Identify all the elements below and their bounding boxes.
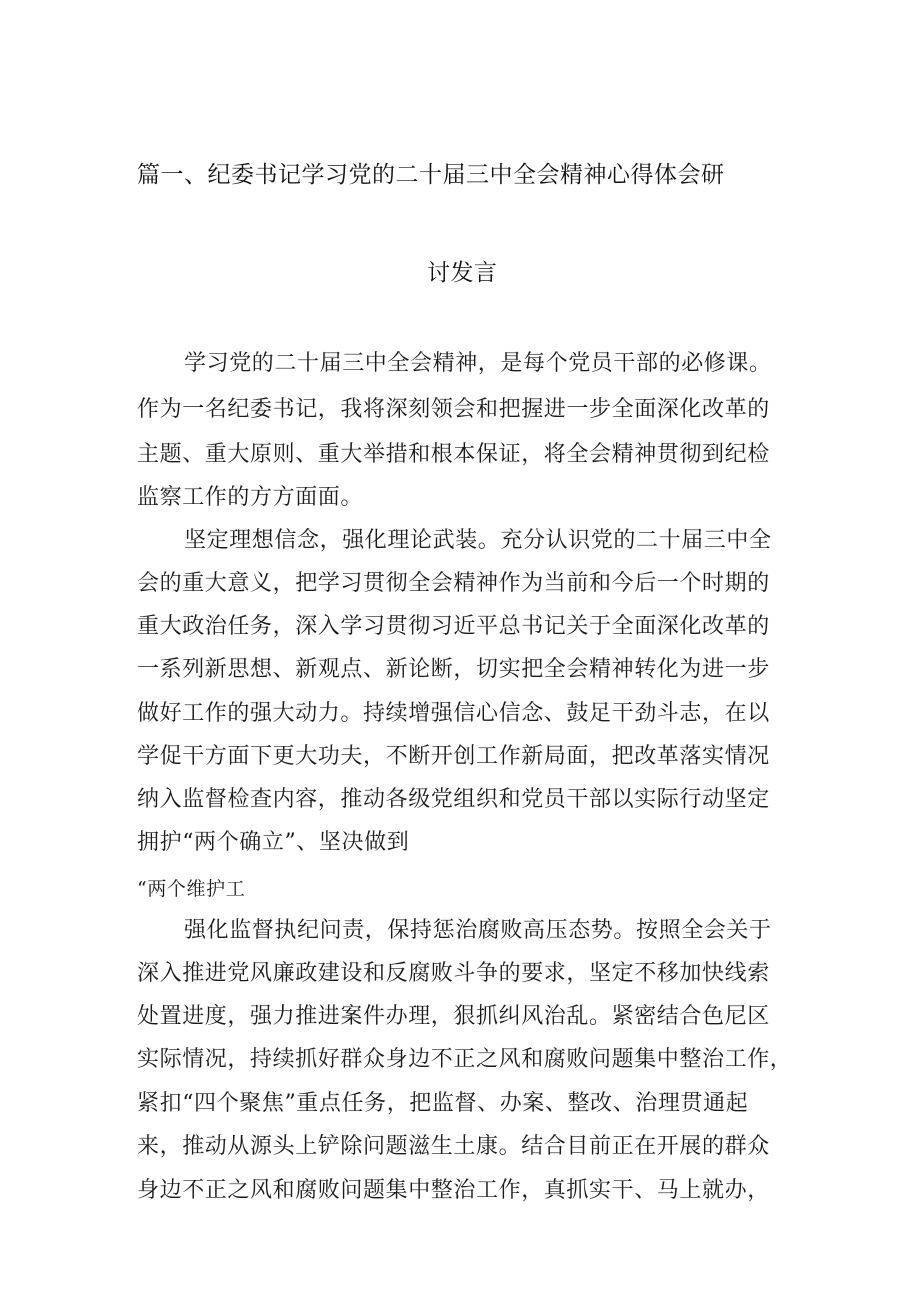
paragraph-3-line-3: 处置进度，强力推进案件办理，狠抓纠风治乱。紧密结合色尼区 bbox=[137, 1004, 770, 1029]
paragraph-2-line-7: 纳入监督检查内容，推动各级党组织和党员干部以实际行动坚定 bbox=[137, 787, 770, 812]
paragraph-2-line-3: 重大政治任务，深入学习贯彻习近平总书记关于全面深化改革的 bbox=[137, 614, 770, 639]
paragraph-2-line-5: 做好工作的强大动力。持续增强信心信念、鼓足干劲斗志，在以 bbox=[137, 701, 770, 726]
paragraph-2-line-6: 学促干方面下更大功夫，不断开创工作新局面，把改革落实情况 bbox=[137, 744, 770, 769]
paragraph-1-line-3: 主题、重大原则、重大举措和根本保证，将全会精神贯彻到纪检 bbox=[137, 442, 770, 467]
paragraph-2-line-9: “两个维护工 bbox=[137, 878, 246, 900]
paragraph-1-line-1: 学习党的二十届三中全会精神，是每个党员干部的必修课。 bbox=[184, 351, 772, 376]
paragraph-3-line-2: 深入推进党风廉政建设和反腐败斗争的要求，坚定不移加快线索 bbox=[137, 961, 770, 986]
document-title-line-1: 篇一、纪委书记学习党的二十届三中全会精神心得体会研 bbox=[137, 162, 725, 188]
paragraph-3-line-5: 紧扣“四个聚焦”重点任务，把监督、办案、整改、治理贯通起 bbox=[137, 1091, 749, 1116]
paragraph-2-line-8: 拥护“两个确立”、坚决做到 bbox=[137, 830, 410, 855]
paragraph-2-line-4: 一系列新思想、新观点、新论断，切实把全会精神转化为进一步 bbox=[137, 657, 770, 682]
paragraph-1-line-2: 作为一名纪委书记，我将深刻领会和把握进一步全面深化改革的 bbox=[137, 397, 770, 422]
document-title-line-2: 讨发言 bbox=[427, 260, 498, 286]
paragraph-3-line-1: 强化监督执纪问责，保持惩治腐败高压态势。按照全会关于 bbox=[184, 918, 772, 943]
paragraph-3-line-4: 实际情况，持续抓好群众身边不正之风和腐败问题集中整治工作， bbox=[137, 1047, 793, 1072]
paragraph-3-line-6: 来，推动从源头上铲除问题滋生土康。结合目前正在开展的群众 bbox=[137, 1134, 770, 1159]
paragraph-2-line-1: 坚定理想信念，强化理论武装。充分认识党的二十届三中全 bbox=[184, 528, 772, 553]
paragraph-2-line-2: 会的重大意义，把学习贯彻全会精神作为当前和今后一个时期的 bbox=[137, 571, 770, 596]
paragraph-3-line-7: 身边不正之风和腐败问题集中整治工作，真抓实干、马上就办， bbox=[137, 1178, 770, 1203]
paragraph-1-line-4: 监察工作的方方面面。 bbox=[137, 485, 364, 510]
